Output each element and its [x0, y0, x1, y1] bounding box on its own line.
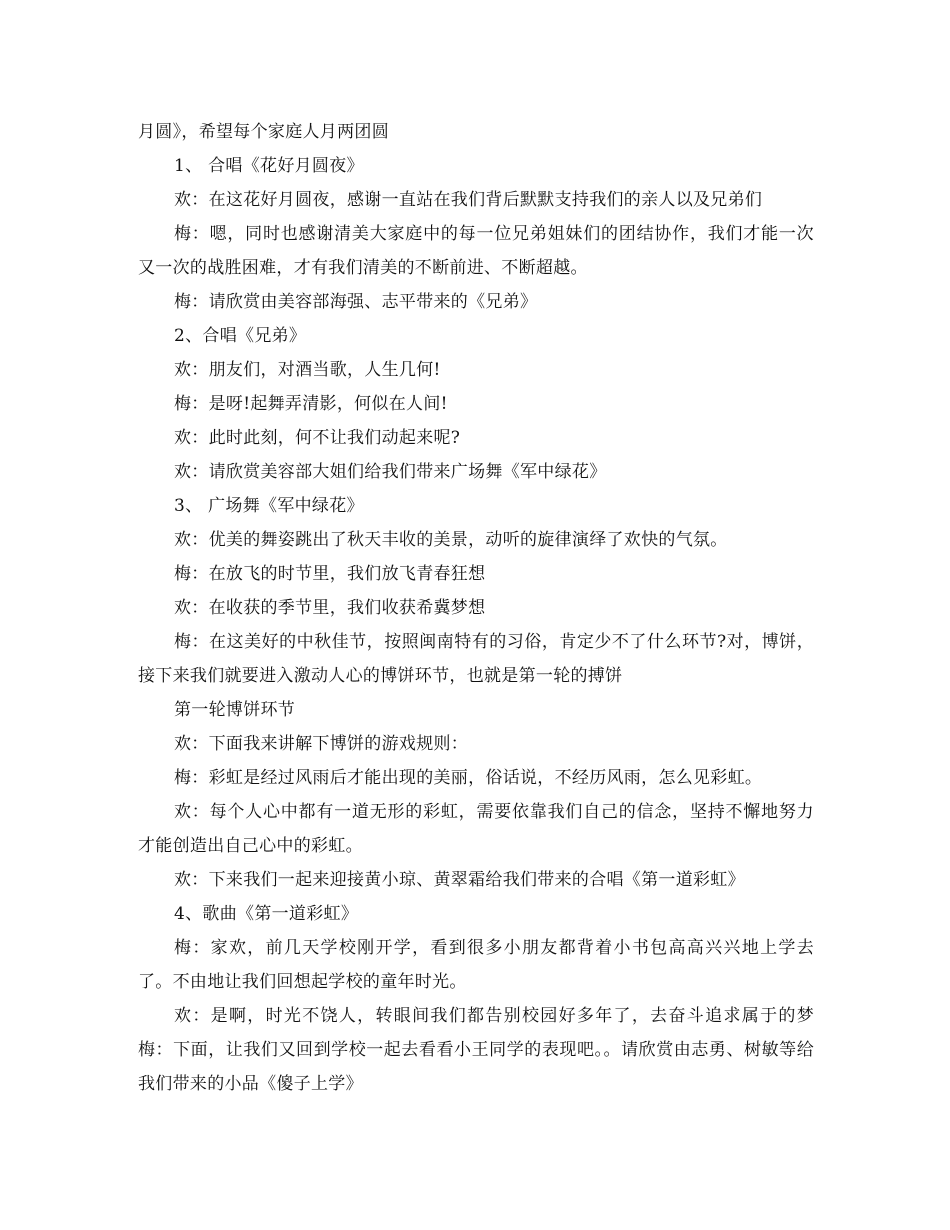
paragraph: 欢：优美的舞姿跳出了秋天丰收的美景，动听的旋律演绎了欢快的气氛。 — [174, 530, 728, 550]
paragraph: 梅：是呀!起舞弄清影，何似在人间! — [174, 394, 448, 414]
paragraph: 梅：家欢，前几天学校刚开学，看到很多小朋友都背着小书包高高兴兴地上学去了。不由地让我们回想起学校的童年时光。 — [138, 938, 814, 992]
document-body — [138, 115, 814, 1101]
section-heading: 2、合唱《兄弟》 — [174, 326, 307, 346]
section-heading: 3、 广场舞《军中绿花》 — [174, 496, 364, 516]
paragraph: 梅：在放飞的时节里，我们放飞青春狂想 — [174, 564, 486, 584]
section-heading: 1、 合唱《花好月圆夜》 — [174, 156, 364, 176]
section-heading: 第一轮博饼环节 — [174, 700, 296, 720]
paragraph: 欢：在这花好月圆夜，感谢一直站在我们背后默默支持我们的亲人以及兄弟们 — [174, 190, 763, 210]
section-heading: 4、歌曲《第一道彩虹》 — [174, 904, 359, 924]
paragraph: 梅：请欣赏由美容部海强、志平带来的《兄弟》 — [174, 292, 538, 312]
paragraph: 欢：请欣赏美容部大姐们给我们带来广场舞《军中绿花》 — [174, 462, 607, 482]
paragraph: 欢：朋友们，对酒当歌，人生几何! — [174, 360, 441, 380]
paragraph: 欢：下面我来讲解下博饼的游戏规则： — [174, 734, 469, 754]
paragraph: 欢：下来我们一起来迎接黄小琼、黄翠霜给我们带来的合唱《第一道彩虹》 — [174, 870, 745, 890]
paragraph: 梅：嗯，同时也感谢清美大家庭中的每一位兄弟姐妹们的团结协作，我们才能一次又一次的战胜困难，才有我们清美的不断前进、不断超越。 — [138, 224, 814, 278]
paragraph: 梅：彩虹是经过风雨后才能出现的美丽，俗话说，不经历风雨，怎么见彩虹。 — [174, 768, 763, 788]
paragraph: 梅：在这美好的中秋佳节，按照闽南特有的习俗，肯定少不了什么环节?对，博饼，接下来我们就要进入激动人心的博饼环节，也就是第一轮的搏饼 — [138, 632, 814, 686]
paragraph: 月圆》，希望每个家庭人月两团圆 — [138, 122, 389, 142]
paragraph: 欢：此时此刻，何不让我们动起来呢? — [174, 428, 461, 448]
paragraph: 欢：每个人心中都有一道无形的彩虹，需要依靠我们自己的信念，坚持不懈地努力才能创造出自己心中的彩虹。 — [138, 802, 814, 856]
paragraph: 欢：在收获的季节里，我们收获希冀梦想 — [174, 598, 486, 618]
paragraph: 欢：是啊，时光不饶人，转眼间我们都告别校园好多年了，去奋斗追求属于的梦梅：下面，让我们又回到学校一起去看看小王同学的表现吧。。请欣赏由志勇、树敏等给我们带来的小品《傻子上学》 — [138, 1006, 814, 1094]
